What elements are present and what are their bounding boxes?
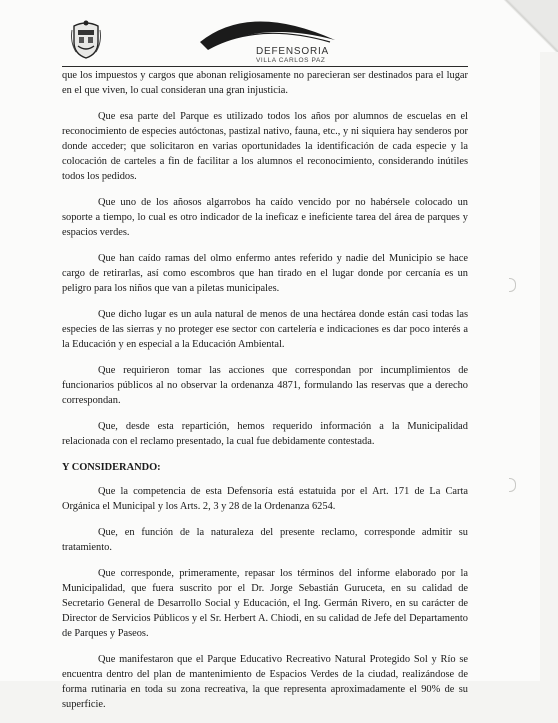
- letterhead: [0, 0, 540, 70]
- paragraph: Que dicho lugar es un aula natural de menos de una hectárea donde están casi todas las especies de las sierras y no proteger ese sector con cartelería e indicaciones es dar poco interés a la Educación y en especial a la Educación Ambiental.: [62, 309, 468, 350]
- paragraph: Que manifestaron que el Parque Educativo Recreativo Natural Protegido Sol y Río se encuentra dentro del plan de mantenimiento de Espacios Verdes de la ciudad, realizándose de forma rutinaria en toda su zona recreativa, la que representa aproximadamente el 90% de su superficie.: [62, 654, 468, 710]
- paragraph: Que corresponde, primeramente, repasar los términos del informe elaborado por la Municipalidad, que fuera suscrito por el Dr. Jorge Sebastián Guruceta, en su calidad de Secretario General de Desarrollo Social y Educación, el Ing. Germán Rivero, en su carácter de Director de Servicios Públicos y el Sr. Herbert A. Chiodi, en su calidad de Jefe del Departamento de Parques y Paseos.: [62, 568, 468, 639]
- brand-subtitle: VILLA CARLOS PAZ: [256, 57, 326, 64]
- paragraph: Que han caído ramas del olmo enfermo antes referido y nadie del Municipio se hace cargo de retirarlas, así como escombros que han tirado en el lugar donde por cercanía es un peligro para los niños que van a piletas municipales.: [62, 253, 468, 294]
- paragraph: Que, en función de la naturaleza del presente reclamo, corresponde admitir su tratamiento.: [62, 527, 468, 553]
- paragraph: Que requirieron tomar las acciones que correspondan por incumplimientos de funcionarios públicos al no observar la ordenanza 4871, formulando las reservas que a derecho correspondan.: [62, 365, 468, 406]
- paragraph: Que, desde esta repartición, hemos requerido información a la Municipalidad relacionada con el reclamo presentado, la cual fue debidamente contestada.: [62, 421, 468, 447]
- document-body: [62, 68, 468, 723]
- punch-hole-mark: [509, 278, 516, 292]
- brand-name: DEFENSORIA: [256, 46, 330, 57]
- municipal-crest-icon: [70, 18, 102, 60]
- paragraph: Que uno de los añosos algarrobos ha caído vencido por no habérsele colocado un soporte a tiempo, lo cual es otro indicador de la ineficaz e ineficiente tarea del área de parques y espacios verdes.: [62, 197, 468, 238]
- section-heading: Y CONSIDERANDO:: [62, 462, 161, 473]
- paragraph: Que la competencia de esta Defensoría está estatuida por el Art. 171 de La Carta Orgánica el Municipal y los Arts. 2, 3 y 28 de la Ordenanza 6254.: [62, 486, 468, 512]
- paragraph: que los impuestos y cargos que abonan religiosamente no parecieran ser destinados para el lugar en el que viven, lo cual consideran una gran injusticia.: [62, 70, 468, 96]
- header-divider: [62, 66, 468, 67]
- punch-hole-mark: [509, 478, 516, 492]
- paragraph: Que esa parte del Parque es utilizado todos los años por alumnos de escuelas en el reconocimiento de especies autóctonas, pastizal nativo, fauna, etc., y ni siquiera hay senderos por donde acceder; que solicitaron en varias oportunidades la identificación de cada especie y la colocación de carteles a fin de facilitar a los alumnos el reconocimiento, considerando inútiles todos los pedidos.: [62, 111, 468, 182]
